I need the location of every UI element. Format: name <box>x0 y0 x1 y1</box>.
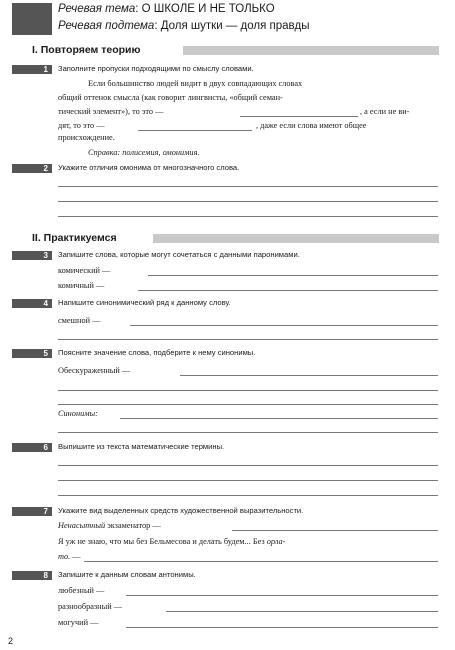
subtopic-label: Речевая подтема <box>58 20 155 32</box>
task1-text-line: , а если не ви- <box>360 107 410 116</box>
task5-word: Обескураженный — <box>58 366 131 375</box>
task1-text-line: общий оттенок смысла (как говорит лингвисты, «общий семан- <box>58 93 283 102</box>
answer-line[interactable] <box>58 216 438 217</box>
subtopic-line: Речевая подтема: Доля шутки — доля правды <box>58 20 310 32</box>
answer-line[interactable] <box>130 325 438 326</box>
task-instruction: Заполните пропуски подходящими по смыслу словами. <box>58 64 254 73</box>
task8-word: любезный — <box>58 586 105 595</box>
answer-line[interactable] <box>120 418 438 419</box>
task-instruction: Выпишите из текста математические термины. <box>58 442 225 451</box>
task5-synonyms-label: Синонимы: <box>58 409 98 418</box>
task4-word: смешной — <box>58 316 101 325</box>
task-instruction: Запишите к данным словам антонимы. <box>58 570 196 579</box>
answer-line[interactable] <box>138 290 438 291</box>
task-number-badge: 2 <box>12 164 52 173</box>
task1-text-line: происхождение. <box>58 133 115 142</box>
highlighted-word: то. <box>58 552 71 561</box>
section-title-practice: II. Практикуемся <box>32 232 117 244</box>
answer-line[interactable] <box>58 404 438 405</box>
task-instruction: Поясните значение слова, подберите к нему синонимы. <box>58 348 256 357</box>
topic-line: Речевая тема: О ШКОЛЕ И НЕ ТОЛЬКО <box>58 3 275 15</box>
answer-line[interactable] <box>58 480 438 481</box>
task-number-badge: 5 <box>12 349 52 358</box>
task-number-badge: 4 <box>12 299 52 308</box>
highlighted-word: орла- <box>266 537 286 546</box>
answer-blank[interactable] <box>138 130 252 131</box>
highlighted-word: Ненасытный <box>58 521 106 530</box>
answer-line[interactable] <box>126 627 438 628</box>
answer-line[interactable] <box>84 561 438 562</box>
task1-text-line: дят, то это — <box>58 121 105 130</box>
answer-line[interactable] <box>148 275 438 276</box>
answer-line[interactable] <box>58 390 438 391</box>
task-instruction: Укажите отличия омонима от многозначного слова. <box>58 163 240 172</box>
section-bar <box>183 46 439 55</box>
task1-hint: Справка: полисемия, омонимия. <box>88 148 200 157</box>
answer-line[interactable] <box>166 611 438 612</box>
answer-line[interactable] <box>58 186 438 187</box>
section-bar <box>153 234 439 243</box>
task7-line: Ненасытный экзаменатор — <box>58 521 161 530</box>
answer-line[interactable] <box>180 375 438 376</box>
task8-word: могучий — <box>58 618 99 627</box>
task-number-badge: 1 <box>12 65 52 74</box>
task-number-badge: 8 <box>12 571 52 580</box>
task-instruction: Запишите слова, которые могут сочетаться с данными паронимами. <box>58 250 300 259</box>
page-number: 2 <box>8 636 14 646</box>
task-number-badge: 6 <box>12 443 52 452</box>
topic-label: Речевая тема <box>58 3 136 15</box>
answer-line[interactable] <box>232 530 438 531</box>
header-block <box>12 3 52 35</box>
answer-line[interactable] <box>58 432 438 433</box>
task3-word: комичный — <box>58 281 105 290</box>
answer-blank[interactable] <box>240 116 358 117</box>
answer-line[interactable] <box>58 201 438 202</box>
task7-line: Я уж не знаю, что мы без Бельмесова и делать будем... Без орла- <box>58 537 286 546</box>
task7-line: то. — <box>58 552 81 561</box>
task8-word: разнообразный — <box>58 602 123 611</box>
task1-text-line: тический элемент»), то это — <box>58 107 164 116</box>
task-instruction: Напишите синонимический ряд к данному слову. <box>58 298 231 307</box>
task-instruction: Укажите вид выделенных средств художественной выразительности. <box>58 506 304 515</box>
subtopic-value: Доля шутки — доля правды <box>160 20 310 32</box>
answer-line[interactable] <box>126 595 438 596</box>
task1-text-line: Если большинство людей видит в двух совпадающих словах <box>88 79 303 88</box>
task1-text-line: , даже если слова имеют общее <box>256 121 367 130</box>
answer-line[interactable] <box>58 465 438 466</box>
answer-line[interactable] <box>58 339 438 340</box>
task-number-badge: 7 <box>12 507 52 516</box>
task3-word: комический — <box>58 266 111 275</box>
topic-value: О ШКОЛЕ И НЕ ТОЛЬКО <box>141 3 275 15</box>
section-title-theory: I. Повторяем теорию <box>32 44 141 56</box>
answer-line[interactable] <box>58 495 438 496</box>
task-number-badge: 3 <box>12 251 52 260</box>
